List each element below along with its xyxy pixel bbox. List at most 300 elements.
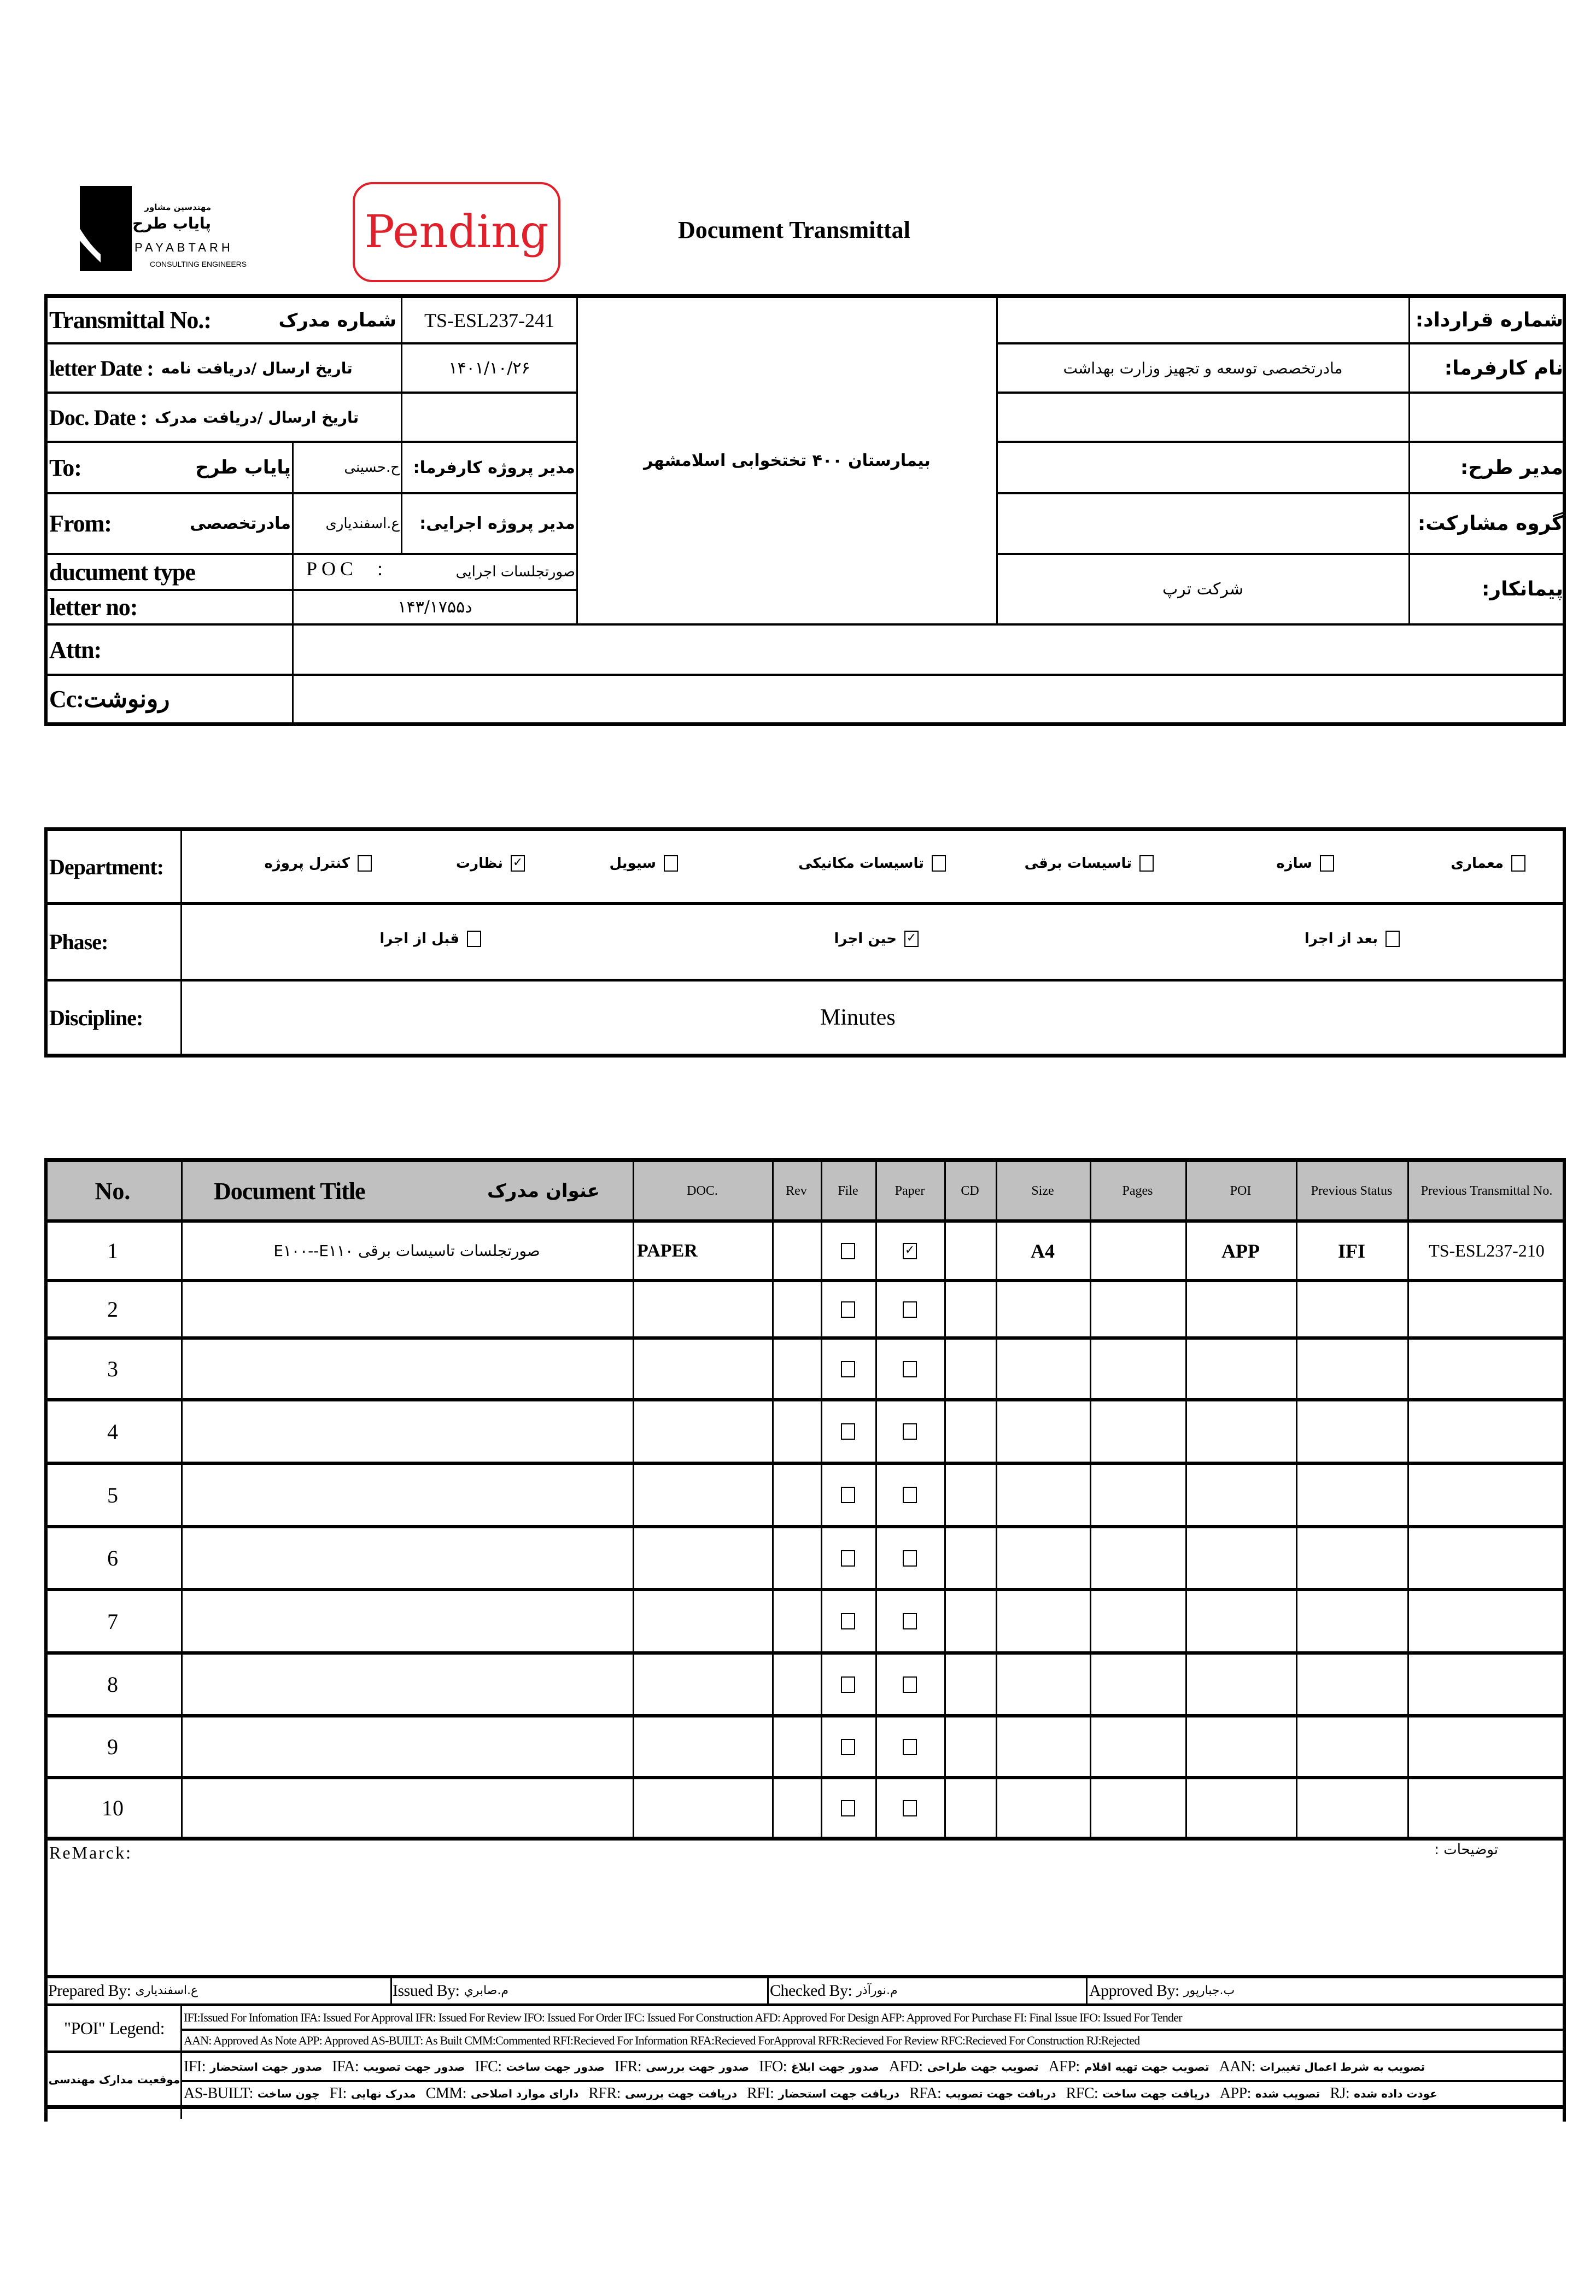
poi-legend-label: "POI" Legend: xyxy=(63,2018,165,2038)
department-label: Department: xyxy=(49,854,163,879)
project-name: بیمارستان ۴۰۰ تختخوابی اسلامشهر xyxy=(644,451,931,470)
doc-date-label-fa: تاریخ ارسال /دریافت مدرک xyxy=(154,408,359,427)
cell-prev_transmittal-value: TS-ESL237-210 xyxy=(1429,1241,1545,1260)
column-header-paper xyxy=(875,1161,944,1221)
cell-prev_transmittal xyxy=(1407,1465,1566,1525)
cell-no xyxy=(44,1591,181,1651)
status-desc: مدرک نهایی xyxy=(350,2087,416,2100)
cc-label: Cc:رونوشت xyxy=(49,686,170,712)
status-legend-item xyxy=(1219,2058,1425,2076)
cell-pages xyxy=(1090,1655,1185,1714)
company-logo xyxy=(80,186,299,273)
column-header-prev_transmittal-label: Previous Transmittal No. xyxy=(1420,1184,1553,1198)
cell-no-value: 1 xyxy=(107,1238,118,1263)
phase-option-label: قبل از اجرا xyxy=(379,931,459,947)
cell-pages xyxy=(1090,1282,1185,1336)
poi-legend-line-2: AAN: Approved As Note APP: Approved AS-BUILT: As Built CMM:Commented RFI:Recieved For Information RFA:Recieved ForApproval RFR:Recieved For Review RFC:Recieved For Construction RJ:Rejected xyxy=(184,2034,1140,2047)
cell-title xyxy=(181,1340,633,1398)
cell-rev xyxy=(772,1717,821,1776)
checkbox-icon[interactable] xyxy=(903,1676,917,1693)
cell-rev xyxy=(772,1655,821,1714)
column-header-rev xyxy=(772,1161,821,1221)
status-desc: تصویب جهت تهیه اقلام xyxy=(1084,2060,1209,2073)
cell-no xyxy=(44,1779,181,1837)
letter-no-label: letter no: xyxy=(49,594,138,621)
checkbox-icon[interactable] xyxy=(932,855,946,872)
status-desc: صدور جهت تصویب xyxy=(363,2060,465,2073)
department-option[interactable] xyxy=(456,855,525,872)
cc-field[interactable] xyxy=(294,676,1562,722)
cell-poi xyxy=(1185,1340,1296,1398)
from-label: From: xyxy=(49,510,112,537)
cell-pages xyxy=(1090,1401,1185,1462)
client-pm-name: ح.حسینی xyxy=(344,459,400,476)
status-code: APP: xyxy=(1219,2085,1251,2102)
contract-no-label: شماره قرارداد: xyxy=(1415,309,1563,331)
cell-prev_transmittal xyxy=(1407,1717,1566,1776)
checkbox-icon[interactable] xyxy=(841,1301,855,1318)
transmittal-no-label-fa: شماره مدرک xyxy=(278,309,396,331)
client-pm-label: مدیر پروژه کارفرما: xyxy=(413,458,575,477)
to-value: پایاب طرح xyxy=(195,457,291,478)
cell-no-value: 6 xyxy=(107,1546,118,1570)
cell-doc xyxy=(633,1282,772,1336)
cell-title xyxy=(181,1282,633,1336)
remark-label-fa: توضیحات : xyxy=(1434,1842,1498,1858)
cell-paper[interactable] xyxy=(875,1465,944,1525)
checkbox-icon[interactable] xyxy=(1385,931,1400,947)
cell-rev xyxy=(772,1223,821,1279)
cell-prev_transmittal xyxy=(1407,1528,1566,1588)
cell-prev_status xyxy=(1296,1282,1407,1336)
status-desc: تصویب شده xyxy=(1255,2087,1320,2100)
cell-no-value: 3 xyxy=(107,1357,118,1381)
cell-no-value: 9 xyxy=(107,1734,118,1759)
status-legend-item xyxy=(588,2085,737,2102)
status-desc: دریافت جهت تصویب xyxy=(945,2087,1056,2100)
status-code: IFO: xyxy=(759,2058,787,2075)
cell-no xyxy=(44,1282,181,1336)
cell-doc xyxy=(633,1340,772,1398)
status-code: AS-BUILT: xyxy=(184,2085,253,2102)
cell-cd xyxy=(944,1340,996,1398)
phase-option-label: حین اجرا xyxy=(834,931,897,947)
cell-title xyxy=(181,1528,633,1588)
letter-date-value: ۱۴۰۱/۱۰/۲۶ xyxy=(448,358,530,378)
remark-textarea[interactable] xyxy=(49,1870,1561,1971)
attn-field[interactable] xyxy=(294,626,1562,674)
checkbox-icon[interactable] xyxy=(1139,855,1154,872)
department-option-label: سیویل xyxy=(609,855,656,872)
cell-paper[interactable] xyxy=(875,1401,944,1462)
status-desc: صدور جهت استحضار xyxy=(210,2060,323,2073)
status-legend-item xyxy=(330,2085,416,2102)
status-legend-item xyxy=(889,2058,1039,2076)
status-desc: تصویب جهت طراحی xyxy=(927,2060,1039,2073)
checkbox-icon[interactable] xyxy=(841,1487,855,1503)
checkbox-icon[interactable] xyxy=(903,1301,917,1318)
status-code: IFI: xyxy=(184,2058,206,2075)
column-header-title-en: Document Title xyxy=(214,1177,365,1205)
project-manager-label: مدیر طرح: xyxy=(1460,456,1563,479)
cell-paper[interactable] xyxy=(875,1591,944,1651)
department-option-label: نظارت xyxy=(456,855,503,872)
checkbox-icon[interactable] xyxy=(1511,855,1525,872)
cell-doc xyxy=(633,1717,772,1776)
cell-cd xyxy=(944,1465,996,1525)
status-legend-item xyxy=(426,2085,579,2102)
cell-prev_transmittal xyxy=(1407,1340,1566,1398)
cell-size xyxy=(996,1401,1090,1462)
checkbox-icon[interactable] xyxy=(841,1550,855,1567)
cell-cd xyxy=(944,1655,996,1714)
cell-no-value: 5 xyxy=(107,1482,118,1508)
checkbox-icon[interactable] xyxy=(841,1423,855,1440)
status-legend-item xyxy=(184,2085,320,2102)
department-option[interactable] xyxy=(798,855,946,872)
cell-title xyxy=(181,1591,633,1651)
column-header-prev_transmittal xyxy=(1407,1161,1566,1221)
checkbox-icon[interactable] xyxy=(664,855,678,872)
status-code: FI: xyxy=(329,2085,347,2102)
status-code: RJ: xyxy=(1330,2085,1350,2102)
status-legend-item xyxy=(1220,2085,1320,2102)
cell-prev_transmittal xyxy=(1407,1591,1566,1651)
checkbox-icon[interactable] xyxy=(358,855,372,872)
cell-paper[interactable] xyxy=(875,1223,944,1279)
cell-title xyxy=(181,1779,633,1837)
logo-persian-small: مهندسین مشاور xyxy=(144,202,211,212)
partnership-label: گروه مشارکت: xyxy=(1417,512,1563,535)
cell-rev xyxy=(772,1779,821,1837)
department-option[interactable] xyxy=(1276,855,1334,872)
cell-pages xyxy=(1090,1717,1185,1776)
discipline-label: Discipline: xyxy=(49,1005,143,1030)
status-legend-item xyxy=(332,2058,465,2076)
checkbox-icon[interactable] xyxy=(841,1243,855,1259)
cell-size xyxy=(996,1591,1090,1651)
cell-poi xyxy=(1185,1528,1296,1588)
column-header-cd-label: CD xyxy=(961,1184,979,1198)
cell-poi xyxy=(1185,1223,1296,1279)
cell-size xyxy=(996,1223,1090,1279)
cell-no-value: 10 xyxy=(102,1796,124,1820)
cell-file[interactable] xyxy=(821,1779,875,1837)
cell-prev_status xyxy=(1296,1223,1407,1279)
cell-file[interactable] xyxy=(821,1282,875,1336)
cell-prev_transmittal xyxy=(1407,1223,1566,1279)
checkbox-icon[interactable] xyxy=(903,1550,917,1567)
checkbox-icon[interactable] xyxy=(903,1423,917,1440)
column-header-cd xyxy=(944,1161,996,1221)
checked-by-value: م.نورآذر xyxy=(856,1984,898,1997)
cell-file[interactable] xyxy=(821,1655,875,1714)
status-code: RFR: xyxy=(588,2085,621,2102)
cell-rev xyxy=(772,1282,821,1336)
status-desc: دارای موارد اصلاحی xyxy=(470,2087,579,2100)
status-legend-line-1 xyxy=(184,2053,1562,2080)
cell-file[interactable] xyxy=(821,1591,875,1651)
cell-rev xyxy=(772,1401,821,1462)
status-desc: دریافت جهت استحضار xyxy=(778,2087,900,2100)
column-header-size-label: Size xyxy=(1031,1184,1054,1198)
cell-no xyxy=(44,1340,181,1398)
poi-legend-line-1: IFI:Issued For Infomation IFA: Issued For Approval IFR: Issued For Review IFO: Issued For Order IFC: Issued For Construction AFD: Approved For Design AFP: Approved For Purchase FI: Final Issue IFO: Issued For Tender xyxy=(184,2010,1182,2024)
cell-size xyxy=(996,1717,1090,1776)
cell-title xyxy=(181,1655,633,1714)
department-option-label: کنترل پروژه xyxy=(264,855,350,872)
client-name-value: مادرتخصصی توسعه و تجهیز وزارت بهداشت xyxy=(1063,359,1343,377)
checkbox-icon[interactable] xyxy=(903,1361,917,1377)
phase-option[interactable] xyxy=(1305,931,1400,947)
cell-rev xyxy=(772,1528,821,1588)
column-header-poi xyxy=(1185,1161,1296,1221)
cell-cd xyxy=(944,1717,996,1776)
checkbox-icon[interactable]: ✓ xyxy=(904,931,919,947)
checkbox-icon[interactable] xyxy=(467,931,481,947)
logo-english-name: PAYABTARH xyxy=(135,241,233,254)
cell-doc xyxy=(633,1223,772,1279)
cell-paper[interactable] xyxy=(875,1340,944,1398)
status-desc: چون ساخت xyxy=(257,2087,320,2100)
column-header-prev_status-label: Previous Status xyxy=(1311,1184,1393,1198)
attn-label: Attn: xyxy=(49,636,102,663)
column-header-file xyxy=(821,1161,875,1221)
cell-file[interactable] xyxy=(821,1340,875,1398)
cell-prev_status xyxy=(1296,1528,1407,1588)
cell-title xyxy=(181,1223,633,1279)
cell-file[interactable] xyxy=(821,1528,875,1588)
cell-no-value: 7 xyxy=(107,1609,118,1634)
status-label-fa: موقعیت مدارک مهندسی xyxy=(48,2072,180,2086)
checkbox-icon[interactable]: ✓ xyxy=(511,855,525,872)
status-desc: دریافت جهت بررسی xyxy=(624,2087,738,2100)
column-header-pages-label: Pages xyxy=(1122,1184,1153,1198)
logo-persian-name: پایاب طرح xyxy=(132,214,211,232)
status-desc: تصویب به شرط اعمال تغییرات xyxy=(1260,2060,1425,2073)
status-desc: دریافت جهت ساخت xyxy=(1102,2087,1210,2100)
phase-option[interactable] xyxy=(379,931,481,947)
doc-type-value: صورتجلسات اجرایی xyxy=(455,564,575,580)
column-header-no xyxy=(44,1161,181,1221)
cell-size-value: A4 xyxy=(1031,1240,1055,1262)
transmittal-no-label: Transmittal No.: xyxy=(49,307,212,334)
to-label: To: xyxy=(49,454,81,481)
cell-title-value: صورتجلسات تاسیسات برقی E۱۰۰--E۱۱۰ xyxy=(273,1242,540,1260)
cell-no xyxy=(44,1465,181,1525)
department-option-label: معماری xyxy=(1451,855,1504,872)
department-option[interactable] xyxy=(610,855,678,872)
document-title: Document Transmittal xyxy=(678,217,910,243)
status-legend-item xyxy=(184,2058,322,2076)
checkbox-icon[interactable] xyxy=(903,1739,917,1755)
discipline-value: Minutes xyxy=(820,1005,896,1030)
cell-poi xyxy=(1185,1465,1296,1525)
status-legend-item xyxy=(759,2058,879,2076)
column-header-size xyxy=(996,1161,1090,1221)
status-code: IFC: xyxy=(475,2058,502,2075)
cell-pages xyxy=(1090,1223,1185,1279)
doc-date-label: Doc. Date : xyxy=(49,405,147,430)
doc-type-separator: : xyxy=(377,558,383,580)
cell-cd xyxy=(944,1591,996,1651)
cell-size xyxy=(996,1528,1090,1588)
checkbox-icon[interactable] xyxy=(903,1487,917,1503)
cell-doc-value: PAPER xyxy=(637,1240,698,1261)
department-option-label: تاسیسات مکانیکی xyxy=(798,855,924,872)
checkbox-icon[interactable] xyxy=(903,1800,917,1816)
department-option[interactable] xyxy=(1451,855,1525,872)
cell-cd xyxy=(944,1223,996,1279)
contractor-value: شرکت ترپ xyxy=(1162,580,1244,599)
cell-paper[interactable] xyxy=(875,1528,944,1588)
cell-file[interactable] xyxy=(821,1223,875,1279)
cell-size xyxy=(996,1282,1090,1336)
prepared-by-value: ع.اسفندیاری xyxy=(135,1984,198,1997)
status-desc: صدور جهت بررسی xyxy=(646,2060,750,2073)
doc-type-code: POC xyxy=(306,558,358,580)
cell-pages xyxy=(1090,1340,1185,1398)
checkbox-icon[interactable] xyxy=(841,1361,855,1377)
cell-size xyxy=(996,1779,1090,1837)
status-desc: صدور جهت ابلاغ xyxy=(791,2060,879,2073)
column-header-rev-label: Rev xyxy=(786,1184,807,1198)
column-header-doc-label: DOC. xyxy=(687,1184,718,1198)
cell-doc xyxy=(633,1779,772,1837)
checkbox-icon[interactable] xyxy=(841,1676,855,1693)
cell-no xyxy=(44,1528,181,1588)
column-header-file-label: File xyxy=(838,1184,858,1198)
phase-option[interactable] xyxy=(834,931,919,947)
exec-pm-name: ع.اسفندیاری xyxy=(325,515,400,532)
issued-by-label: Issued By: xyxy=(393,1981,460,2000)
cell-paper[interactable] xyxy=(875,1779,944,1837)
cell-cd xyxy=(944,1779,996,1837)
checkbox-icon[interactable] xyxy=(841,1800,855,1816)
phase-option-label: بعد از اجرا xyxy=(1304,931,1378,947)
department-option[interactable] xyxy=(264,855,372,872)
cell-cd xyxy=(944,1401,996,1462)
cell-rev xyxy=(772,1465,821,1525)
status-code: IFA: xyxy=(332,2058,359,2075)
cell-paper[interactable] xyxy=(875,1717,944,1776)
cell-pages xyxy=(1090,1528,1185,1588)
checkbox-icon[interactable] xyxy=(841,1613,855,1629)
letter-date-label-fa: تاریخ ارسال /دریافت نامه xyxy=(161,359,353,377)
column-header-no-label: No. xyxy=(95,1177,131,1205)
status-code: CMM: xyxy=(425,2085,466,2102)
checkbox-icon[interactable] xyxy=(841,1739,855,1755)
column-header-pages xyxy=(1090,1161,1185,1221)
cell-size xyxy=(996,1465,1090,1525)
column-header-title xyxy=(181,1161,633,1221)
status-legend-item xyxy=(1066,2085,1209,2102)
cell-doc xyxy=(633,1528,772,1588)
cell-doc xyxy=(633,1655,772,1714)
cell-doc xyxy=(633,1401,772,1462)
cell-file[interactable] xyxy=(821,1717,875,1776)
cell-no-value: 8 xyxy=(107,1672,118,1697)
cell-poi xyxy=(1185,1655,1296,1714)
cell-prev_transmittal xyxy=(1407,1282,1566,1336)
cell-prev_status-value: IFI xyxy=(1337,1240,1365,1262)
cell-no xyxy=(44,1223,181,1279)
cell-prev_transmittal xyxy=(1407,1655,1566,1714)
cell-pages xyxy=(1090,1465,1185,1525)
cell-prev_transmittal xyxy=(1407,1779,1566,1837)
status-legend-line-2 xyxy=(184,2082,1562,2105)
cell-title xyxy=(181,1717,633,1776)
cell-prev_status xyxy=(1296,1779,1407,1837)
prepared-by-label: Prepared By: xyxy=(48,1981,131,2000)
cell-title xyxy=(181,1401,633,1462)
exec-pm-label: مدیر پروژه اجرایی: xyxy=(419,514,575,533)
cell-file[interactable] xyxy=(821,1465,875,1525)
status-legend-item xyxy=(475,2058,605,2076)
cell-pages xyxy=(1090,1779,1185,1837)
status-legend-item xyxy=(1049,2058,1209,2076)
approved-by-label: Approved By: xyxy=(1089,1981,1179,2000)
cell-prev_transmittal xyxy=(1407,1401,1566,1462)
status-code: AFD: xyxy=(888,2058,923,2075)
cell-doc xyxy=(633,1591,772,1651)
cell-prev_status xyxy=(1296,1717,1407,1776)
cell-file[interactable] xyxy=(821,1401,875,1462)
cell-no-value: 2 xyxy=(107,1297,118,1322)
cell-poi xyxy=(1185,1401,1296,1462)
client-name-label: نام کارفرما: xyxy=(1444,357,1563,379)
cell-prev_status xyxy=(1296,1655,1407,1714)
cell-paper[interactable] xyxy=(875,1655,944,1714)
cell-rev xyxy=(772,1340,821,1398)
cell-prev_status xyxy=(1296,1465,1407,1525)
department-option-label: سازه xyxy=(1276,855,1312,872)
checkbox-icon[interactable] xyxy=(903,1613,917,1629)
cell-paper[interactable] xyxy=(875,1282,944,1336)
cell-rev xyxy=(772,1591,821,1651)
cell-prev_status xyxy=(1296,1591,1407,1651)
cell-poi xyxy=(1185,1717,1296,1776)
cell-poi xyxy=(1185,1779,1296,1837)
cell-pages xyxy=(1090,1591,1185,1651)
letter-date-label: letter Date : xyxy=(49,355,154,381)
cell-title xyxy=(181,1465,633,1525)
column-header-title-fa: عنوان مدرک xyxy=(487,1180,600,1202)
transmittal-no-value: TS-ESL237-241 xyxy=(424,309,554,331)
cell-cd xyxy=(944,1282,996,1336)
approved-by-value: ب.جبارپور xyxy=(1183,1984,1235,1997)
checkbox-icon[interactable] xyxy=(1320,855,1334,872)
cell-poi xyxy=(1185,1282,1296,1336)
column-header-poi-label: POI xyxy=(1230,1184,1252,1198)
pending-stamp xyxy=(353,182,560,282)
status-legend-item xyxy=(909,2085,1056,2102)
column-header-prev_status xyxy=(1296,1161,1407,1221)
logo-mark-icon xyxy=(80,186,132,271)
issued-by-value: م.صابري xyxy=(464,1984,508,1997)
department-option[interactable] xyxy=(1025,855,1154,872)
logo-subtitle: CONSULTING ENGINEERS xyxy=(150,260,247,268)
doc-date-field[interactable] xyxy=(402,394,576,441)
department-option-label: تاسیسات برقی xyxy=(1024,855,1132,872)
checkbox-icon[interactable]: ✓ xyxy=(903,1243,917,1259)
cell-size xyxy=(996,1340,1090,1398)
status-legend-item xyxy=(1330,2085,1437,2102)
doc-type-label: ducument type xyxy=(49,558,195,586)
remark-label: ReMarck: xyxy=(49,1843,132,1862)
cell-poi-value: APP xyxy=(1221,1240,1260,1262)
status-code: RFC: xyxy=(1066,2085,1098,2102)
